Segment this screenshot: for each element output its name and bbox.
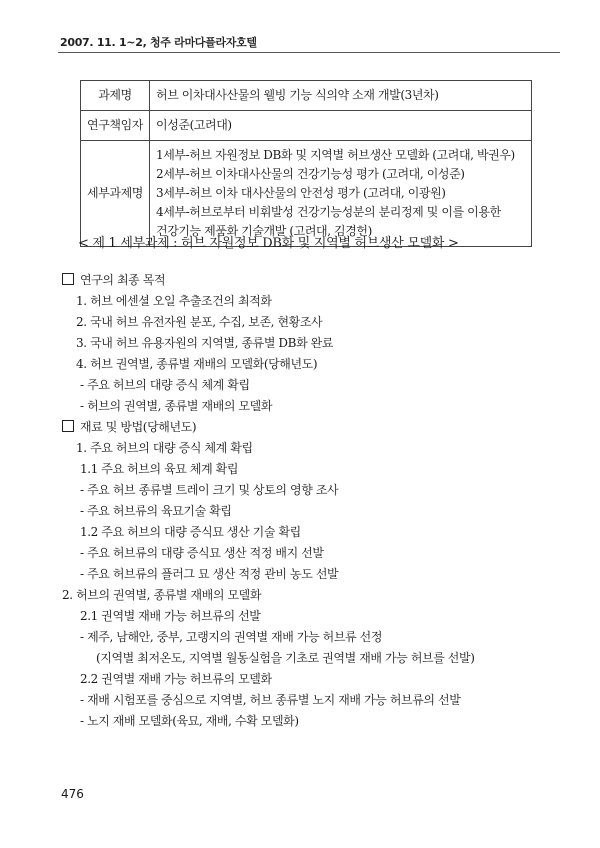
row-value-line: 건강기능 제품화 기술개발 (고려대, 김경헌)	[156, 224, 372, 238]
running-header: 2007. 11. 1~2, 청주 라마다플라자호텔	[60, 36, 257, 49]
list-item: - 재배 시험포를 중심으로 지역별, 허브 종류별 노지 재배 가능 허브류의 선발	[80, 693, 461, 707]
list-item: - 주요 허브 종류별 트레이 크기 및 상토의 영향 조사	[80, 483, 339, 497]
document-body	[62, 270, 552, 732]
list-item: - 노지 재배 모델화(육묘, 재배, 수확 모델화)	[80, 714, 299, 728]
list-item: 2. 허브의 권역별, 종류별 재배의 모델화	[62, 588, 262, 602]
list-item: - 주요 허브류의 플러그 묘 생산 적정 관비 농도 선발	[80, 567, 339, 581]
list-item: - 제주, 남해안, 중부, 고랭지의 권역별 재배 가능 허브류 선정	[80, 630, 383, 644]
row-value	[150, 111, 532, 141]
list-item: 4. 허브 권역별, 종류별 재배의 모델화(당해년도)	[76, 357, 318, 371]
row-label: 과제명	[81, 81, 150, 111]
row-value-line: 허브 이차대사산물의 웰빙 기능 식의약 소재 개발(3년차)	[156, 88, 439, 102]
table-row-subprojects	[81, 141, 532, 247]
section-heading-methods	[62, 417, 552, 438]
list-item: (지역별 최저온도, 지역별 월동실험을 기초로 권역별 재배 가능 허브를 선발)	[96, 651, 475, 665]
list-item: - 주요 허브류의 대량 증식묘 생산 적정 배지 선발	[80, 546, 324, 560]
header-rule	[58, 52, 560, 53]
list-item: - 허브의 권역별, 종류별 재배의 모델화	[80, 399, 273, 413]
list-item: - 주요 허브류의 육묘기술 확립	[80, 504, 232, 518]
list-item: 3. 국내 허브 유용자원의 지역별, 종류별 DB화 완료	[76, 336, 334, 350]
section-heading-objective	[62, 270, 552, 291]
section-title: < 제 1 세부과제 : 허브 자원정보 DB화 및 지역별 허브생산 모델화 >	[78, 236, 459, 251]
row-value-line: 3세부-허브 이차 대사산물의 안전성 평가 (고려대, 이광원)	[156, 186, 446, 200]
row-value-line: 이성준(고려대)	[156, 118, 232, 132]
project-info-table	[80, 80, 532, 247]
row-label: 연구책임자	[81, 111, 150, 141]
table-row-project-name	[81, 81, 532, 111]
list-item: 1. 주요 허브의 대량 증식 체계 확립	[76, 441, 253, 455]
list-item: 1. 허브 에센셜 오일 추출조건의 최적화	[76, 294, 272, 308]
page-number: 476	[61, 787, 84, 801]
checkbox-square-icon	[62, 420, 74, 432]
list-item: 2.1 권역별 재배 가능 허브류의 선발	[80, 609, 261, 623]
heading-text: 재료 및 방법(당해년도)	[80, 420, 197, 434]
row-value-line: 2세부-허브 이차대사산물의 건강기능성 평가 (고려대, 이성준)	[156, 167, 465, 181]
list-item: 1.1 주요 허브의 육묘 체계 확립	[80, 462, 239, 476]
list-item: 2.2 권역별 재배 가능 허브류의 모델화	[80, 672, 272, 686]
list-item: 1.2 주요 허브의 대량 증식묘 생산 기술 확립	[80, 525, 301, 539]
row-value	[150, 141, 532, 247]
list-item: - 주요 허브의 대량 증식 체계 확립	[80, 378, 250, 392]
heading-text: 연구의 최종 목적	[80, 273, 166, 287]
row-value-line: 1세부-허브 자원정보 DB화 및 지역별 허브생산 모델화 (고려대, 박권우)	[156, 148, 515, 162]
list-item: 2. 국내 허브 유전자원 분포, 수집, 보존, 현황조사	[76, 315, 323, 329]
row-value	[150, 81, 532, 111]
checkbox-square-icon	[62, 273, 74, 285]
row-value-line: 4세부-허브로부터 비휘발성 건강기능성분의 분리정제 및 이를 이용한	[156, 205, 501, 219]
row-label: 세부과제명	[81, 141, 150, 247]
table-row-principal-investigator	[81, 111, 532, 141]
